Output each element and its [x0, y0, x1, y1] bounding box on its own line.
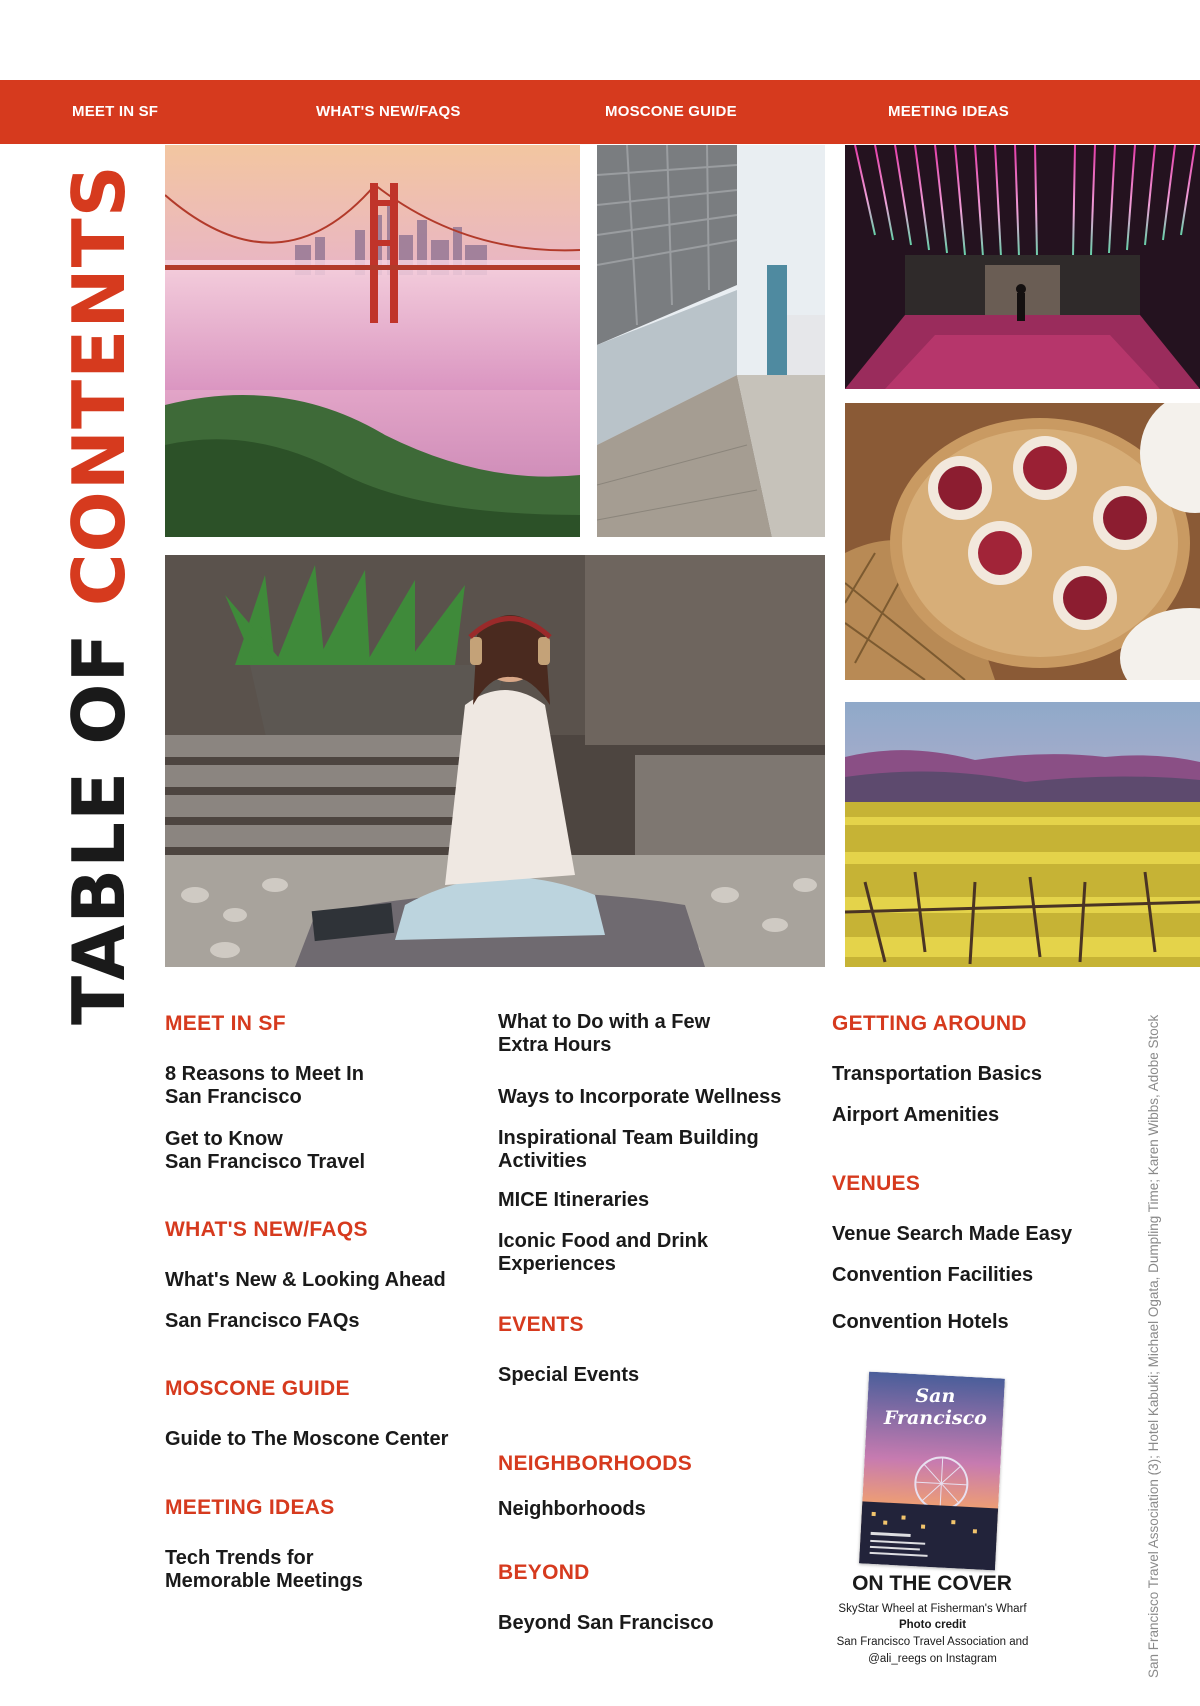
toc-entry-airport[interactable]: Airport Amenities: [832, 1104, 1000, 1126]
section-heading-venues: VENUES: [832, 1172, 921, 1195]
top-nav-bar: [0, 80, 1200, 144]
toc-entry-8-reasons[interactable]: 8 Reasons to Meet In San Francisco: [165, 1063, 364, 1108]
toc-entry-team-building[interactable]: Inspirational Team Building Activities: [498, 1127, 759, 1172]
cover-thumbnail[interactable]: [859, 1372, 1005, 1571]
toc-entry-whats-new[interactable]: What's New & Looking Ahead: [165, 1269, 446, 1291]
toc-entry-beyond-sf[interactable]: Beyond San Francisco: [498, 1612, 714, 1634]
toc-column-3: [832, 1008, 1152, 1333]
toc-entry-moscone-guide[interactable]: Guide to The Moscone Center: [165, 1428, 449, 1450]
toc-entry-tech-trends[interactable]: Tech Trends for Memorable Meetings: [165, 1547, 363, 1592]
vineyard-photo: [845, 702, 1200, 967]
toc-entry-convention-hotels[interactable]: Convention Hotels: [832, 1311, 1009, 1333]
toc-entry-neighborhoods[interactable]: Neighborhoods: [498, 1498, 646, 1520]
toc-column-1: [165, 1008, 485, 1608]
section-heading-beyond: BEYOND: [498, 1561, 590, 1584]
toc-entry-convention-facilities[interactable]: Convention Facilities: [832, 1264, 1034, 1286]
section-heading-getting-around: GETTING AROUND: [832, 1012, 1027, 1035]
cover-credit-label: Photo credit: [898, 1619, 967, 1631]
section-heading-whats-new: WHAT'S NEW/FAQS: [165, 1218, 368, 1241]
section-heading-meeting-ideas: MEETING IDEAS: [165, 1496, 335, 1519]
toc-entry-extra-hours[interactable]: What to Do with a Few Extra Hours: [498, 1011, 711, 1056]
page-title-part2: CONTENTS: [57, 164, 141, 607]
page-title: [57, 164, 141, 1025]
toc-entry-wellness[interactable]: Ways to Incorporate Wellness: [498, 1086, 782, 1108]
cover-credit-line-1: San Francisco Travel Association and: [836, 1636, 1029, 1648]
toc-entry-get-to-know[interactable]: Get to Know San Francisco Travel: [165, 1128, 366, 1173]
dumpling-time-photo: [845, 403, 1200, 680]
toc-entry-venue-search[interactable]: Venue Search Made Easy: [832, 1223, 1073, 1245]
cover-credit-line-2: @ali_reegs on Instagram: [868, 1653, 997, 1665]
toc-entry-transportation[interactable]: Transportation Basics: [832, 1063, 1043, 1085]
nav-whats-new-faqs[interactable]: WHAT'S NEW/FAQS: [316, 103, 461, 120]
toc-entry-mice-itineraries[interactable]: MICE Itineraries: [498, 1189, 650, 1211]
cover-thumbnail-title: San Francisco: [883, 1385, 987, 1430]
toc-entry-food-drink[interactable]: Iconic Food and Drink Experiences: [498, 1230, 709, 1275]
cover-heading: ON THE COVER: [852, 1572, 1012, 1595]
toc-entry-sf-faqs[interactable]: San Francisco FAQs: [165, 1310, 360, 1332]
moscone-terrace-photo: [597, 145, 825, 537]
golden-gate-bridge-photo: [165, 145, 580, 537]
toc-column-2: [498, 1008, 818, 1648]
hotel-kabuki-lights-photo: [845, 145, 1200, 389]
photo-credits: San Francisco Travel Association (3); Hotel Kabuki; Michael Ogata, Dumpling Time; Karen Wibbs, Adobe Stock: [1146, 1014, 1161, 1678]
section-heading-moscone-guide: MOSCONE GUIDE: [165, 1377, 350, 1400]
section-heading-meet-in-sf: MEET IN SF: [165, 1012, 286, 1035]
nav-moscone-guide[interactable]: MOSCONE GUIDE: [605, 103, 737, 120]
rooftop-meditation-photo: [165, 555, 825, 967]
section-heading-events: EVENTS: [498, 1313, 584, 1336]
nav-meet-in-sf[interactable]: MEET IN SF: [72, 103, 159, 120]
cover-caption: SkyStar Wheel at Fisherman's Wharf: [838, 1603, 1027, 1615]
nav-meeting-ideas[interactable]: MEETING IDEAS: [888, 103, 1009, 120]
section-heading-neighborhoods: NEIGHBORHOODS: [498, 1452, 693, 1475]
toc-entry-special-events[interactable]: Special Events: [498, 1364, 640, 1386]
page-title-part1: TABLE OF: [57, 606, 141, 1025]
